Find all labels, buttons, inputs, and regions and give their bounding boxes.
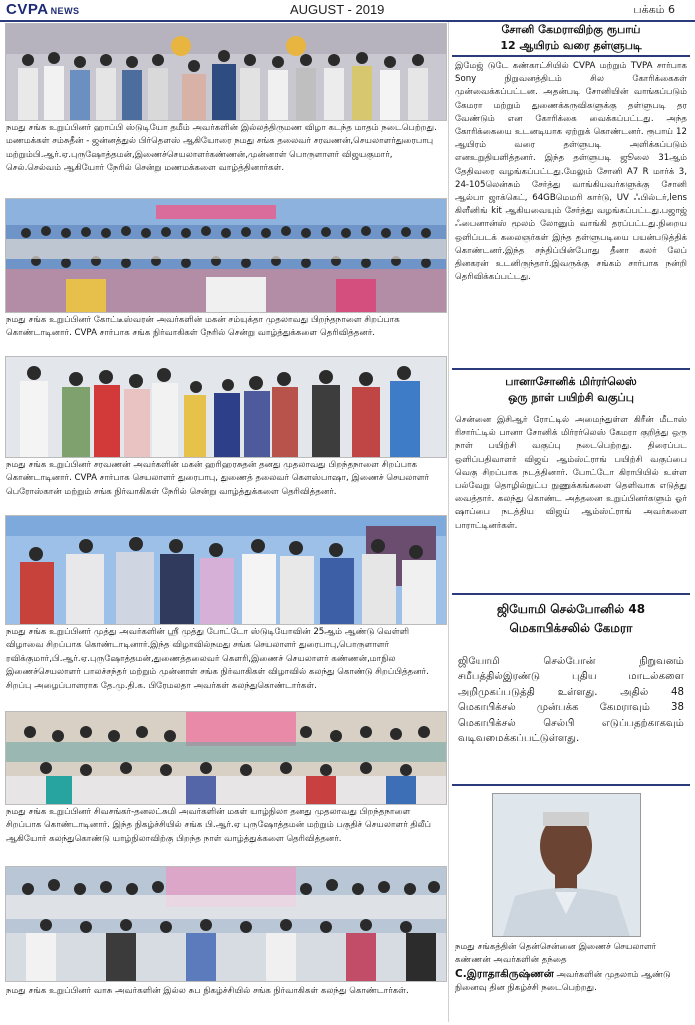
photo-icon xyxy=(6,516,446,624)
photo-icon xyxy=(6,199,446,312)
article-sony-title: சோனி கேமராவிற்கு ரூபாய் 12 ஆயிரம் வரை தள்ளுபடி xyxy=(500,23,642,52)
article-panasonic-title: பானாசோனிக் மிர்ரர்லெஸ் ஒரு நாள் பயிற்சி வகுப்பு xyxy=(505,375,637,404)
column-divider xyxy=(448,22,449,1022)
masthead xyxy=(0,0,695,22)
article-sony-body: இமேஜ் டுடே கண்காட்சியில் CVPA மற்றும் TVPA சார்பாக Sony நிறுவனத்திடம் சில கோரிக்கைகள் முன்வைக்கப்பட்டன. அதன்படி சோனியின் வாங்கப்படும் கேமரா மற்றும் துணைக்கருவிகளுக்கு தள்ளுபடி தர வேண்டும் என கோரிக்கை வைக்கப்பட்டது. அந்த கோரிக்கையை உடனடியாக ஏற்றுக் கொண்டனர். ரூபாய் 12 ஆயிரம் வரை தள்ளுபடி அளிக்கப்படும் எனஉறுதியளித்தனர். இந்த தள்ளுபடி ஜூலை 31ஆம் தேதிவரை வழங்கப்பட்டது.மேலும் சோனி A7 R மார்க் 3, 24-105லென்சும் சேர்த்து வாங்கியவர்களுக்கு சோனி ஆல்பா ஜாக்கெட், 64GBமெமரி கார்டு, UV ஃபில்டர்,lens கிளீனிங் kit ஆகியவையும் சேர்த்து வழங்கப்பட்டது.பஜாஜ் ஃபைனான்ஸ் மூலம் லோனும் வாங்கி தரப்பட்டது.நிறைய ஒளிப்படக் கலைஞர்கள் இந்த தள்ளுபடியை பயன்படுத்திக் கொண்டனர்.இந்த சந்திப்பின்போது தீனா கலர் லேப் தினகரன் உடனிருந்தார்.இவருக்கு சங்கம் சார்பாக நன்றி தெரிவிக்கப்பட்டது. xyxy=(455,61,687,283)
obituary-name: C.இராதாகிருஷ்ணன் xyxy=(455,967,554,980)
article-panasonic-body: சென்னை இசிஆர் ரோட்டில் அமைந்துள்ள கிரீன் மீடாஸ் ரிசார்ட்டில் பானா சோனிக் மிர்ரர்லெஸ் கேமரா குறித்து ஒரு நாள் பயிற்சி வகுப்பு நடைபெற்றது. திரைப்பட ஒளிப்பதிவாளர் விஜய் ஆம்ஸ்ட்ராங் பயிற்சி வகுப்பை வெகு சிறப்பாக நடத்தினார். போட்டோ கிராபியில் உள்ள பல்வேறு தொழில்நுட்ப நுணுக்கங்களை தெளிவாக எடுத்து வைத்தார். கலந்து கொண்ட அத்தனை உறுப்பினர்களும் ஓர் ஷாப்பை நடத்திய விஜய் ஆம்ஸ்ட்ராங் அவர்களை பாராட்டினர்கள். xyxy=(455,415,687,531)
photo-birthday-3 xyxy=(5,711,447,805)
photo-icon xyxy=(6,357,446,457)
issue-date: AUGUST - 2019 xyxy=(290,2,385,17)
caption-wedding: நமது சங்க உறுப்பினர் ஹாப்பி ஸ்டுடியோ தமீம் அவர்களின் இல்லத்திருமண விழா கடந்த மாதம் நடைபெற்றது. மணமக்கள் சம்சுதீன் - ஜன்னத்துல் பிர்தௌஸ் ஆகியோரை நமது சங்க தலைவர் சரவணன்,செயலாளர்துரைபாபு மற்றும்பி.ஆர்.ஏ.புருஷோத்தமன்,இணைச்செயலாளர்கண்ணன்,முன்னாள் பொருளாளர் விஜயகுமார், செல்.செல்வம் ஆகியோர் நேரில் சென்று மணமக்களை வாழ்த்தினார்கள். xyxy=(6,123,437,174)
photo-home-function xyxy=(5,866,447,982)
photo-birthday-1 xyxy=(5,198,447,313)
section-rule xyxy=(452,593,690,595)
photo-icon xyxy=(6,24,446,120)
photo-birthday-2 xyxy=(5,356,447,458)
caption-birthday-1: நமது சங்க உறுப்பினர் கோட்டீஸ்வரன் அவர்களின் மகன் சம்யுக்தா முதலாவது பிறந்தநாளை சிறப்பாக கொண்டாடினார். CVPA சார்பாக சங்க நிர்வாகிகள் நேரில் சென்று வாழ்த்துக்களை தெரிவித்தனர். xyxy=(6,315,400,339)
photo-icon xyxy=(6,712,446,804)
section-rule xyxy=(452,368,690,370)
article-xiaomi-body: ஜியோமி செல்போன் நிறுவனம் சமீபத்தில்இரண்டு புதிய மாடல்களை அறிமுகப்படுத்தி உள்ளது. அதில் 48 மெகாபிக்சல் முன்பக்க கேமராவும் 38 மெகாபிக்சல் செல்பி எடுப்பதற்காகவும் வடிவமைக்கப்பட்டுள்ளது. xyxy=(458,656,684,745)
photo-icon xyxy=(6,867,446,981)
obituary-note: நமது சங்கத்தின் தென்சென்னை இணைச் செயலாளர் கண்ணன் அவர்களின் தந்தை C.இராதாகிருஷ்ணன் அவர்களின் முதலாம் ஆண்டு நினைவு தின நிகழ்ச்சி நடைபெற்றது. xyxy=(455,942,671,994)
page-number: பக்கம் 6 xyxy=(633,3,675,16)
title-rule xyxy=(452,55,690,57)
caption-birthday-3: நமது சங்க உறுப்பினர் சிவசங்கர்-தனலட்சுமி அவர்களின் மகள் யாழ்நிலா தனது முதலாவது பிறந்தநாளை சிறப்பாக கொண்டாடினார். இந்த நிகழ்ச்சியில் சங்க பி.ஆர்.ஏ புருஷோத்தமன் மற்றும் பகுதிச் செயலாளர் திலீப் ஆகியோர் கலந்துகொண்டு யாழ்நிலாவிற்கு பிறந்த நாள் வாழ்த்துக்களை தெரிவித்தனர். xyxy=(6,807,431,844)
caption-birthday-2: நமது சங்க உறுப்பினர் சரவணன் அவர்களின் மகன் ஹரிஹரசுதன் தனது முதலாவது பிறந்தநாளை சிறப்பாக கொண்டாடினார். CVPA சார்பாக செயலாளர் துரைபாபு, துணைத் தலைவர் கௌஸ்பாஷா, இணைச் செயலாளர் பெரோஸ்கான் மற்றும் சங்க நிர்வாகிகள் நேரில் சென்று வாழ்த்துக்களை தெரிவித்தனர். xyxy=(6,460,430,497)
caption-studio-anniversary: நமது சங்க உறுப்பினர் முத்து அவர்களின் ஸ்ரீ முத்து போட்டோ ஸ்டுடியோவின் 25ஆம் ஆண்டு வெள்ளி விழாவை சிறப்பாக கொண்டாடினார்.இந்த விழாவில்நமது சங்க செயலாளர் துரைபாபு,பொருளாளர் ரவிக்குமார்,பி.ஆர்.ஏ.புருஷோத்தமன்,துணைத்தலைவர் கௌரி,இணைச் செயலாளர் கண்ணன்,மாநில இணைச்செயலாளர் பாலச்சந்தர் மற்றும் முன்னாள் சங்க நிர்வாகிகள் விழாவில் கலந்து கொண்டு சிறப்பித்தனர். சிறப்பு அழைப்பாளராக தே.மு.தி.க. பிரேமலதா அவர்கள் கலந்துகொண்டார்கள். xyxy=(6,627,429,691)
photo-wedding xyxy=(5,23,447,121)
caption-home-function: நமது சங்க உறுப்பினர் வாசு அவர்களின் இல்ல சுப நிகழ்ச்சியில் சங்க நிர்வாகிகள் கலந்து கொண்டார்கள். xyxy=(6,986,409,996)
portrait-photo xyxy=(492,793,641,937)
photo-icon xyxy=(493,794,640,936)
section-rule xyxy=(452,784,690,786)
photo-studio-anniversary xyxy=(5,515,447,625)
article-xiaomi-title: ஜியோமி செல்போனில் 48 மெகாபிக்சலில் கேமரா xyxy=(496,602,646,635)
newsletter-logo: CVPA NEWS xyxy=(6,1,80,18)
